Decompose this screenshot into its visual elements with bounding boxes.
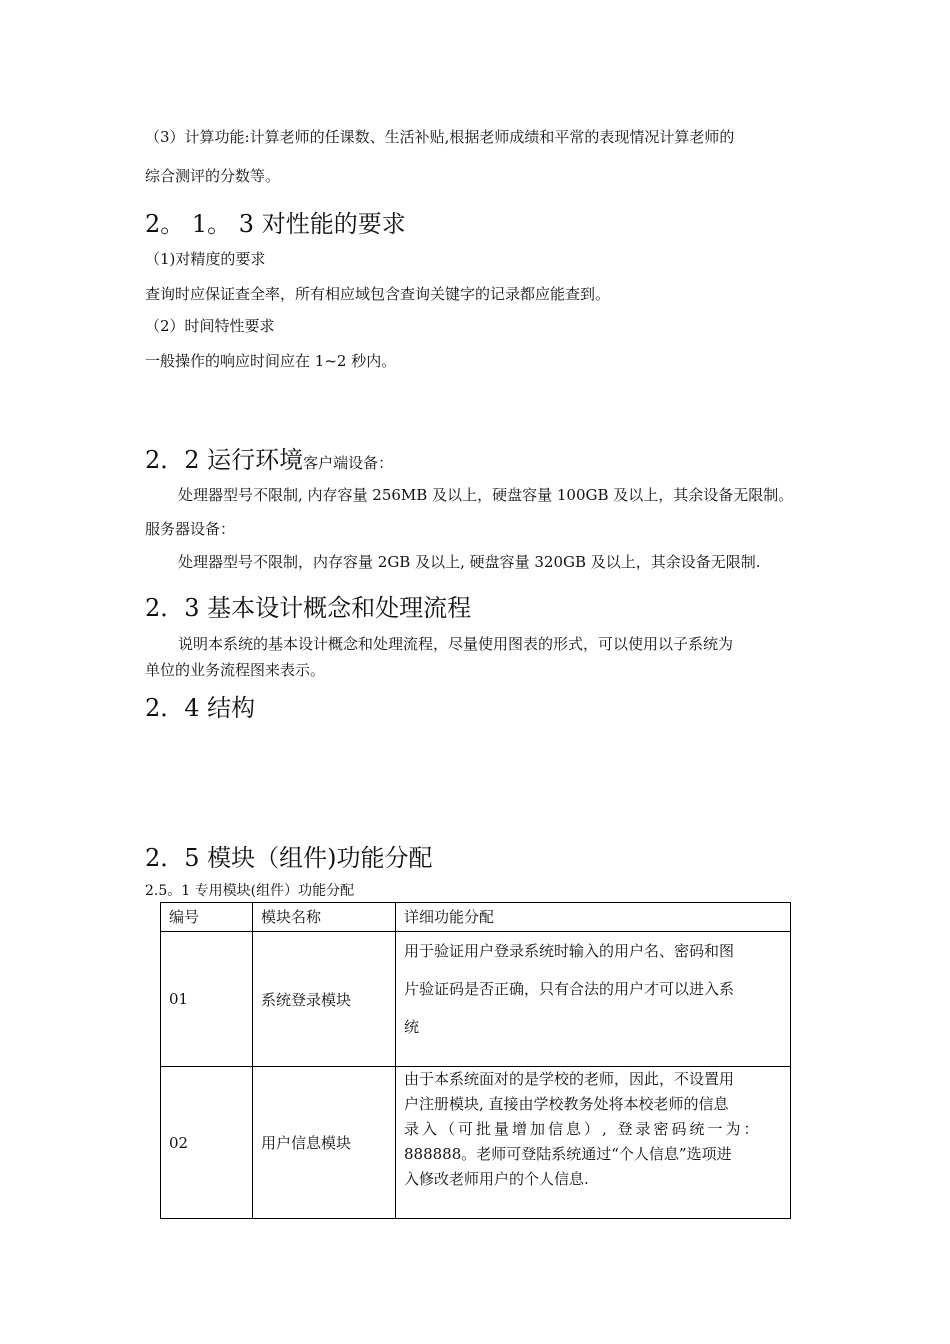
- table-desc-line: 由于本系统面对的是学校的老师，因此，不设置用: [404, 1070, 735, 1088]
- paragraph-precision-title: （1)对精度的要求: [145, 250, 266, 268]
- paragraph-server-spec: 处理器型号不限制，内存容量 2GB 及以上, 硬盘容量 320GB 及以上，其余设备无限制.: [178, 553, 761, 571]
- table-cell-desc: [396, 1067, 791, 1219]
- table-desc-line: 户注册模块, 直接由学校教务处将本校老师的信息: [404, 1095, 729, 1113]
- heading-performance: 2。 1。 3 对性能的要求: [145, 210, 406, 238]
- heading-environment: 2．2 运行环境: [145, 446, 304, 474]
- table-desc-line: 888888。老师可登陆系统通过“个人信息”选项进: [404, 1145, 732, 1163]
- paragraph-client-spec: 处理器型号不限制, 内存容量 256MB 及以上，硬盘容量 100GB 及以上，其余设备无限制。: [178, 486, 794, 504]
- paragraph-design-line1: 说明本系统的基本设计概念和处理流程，尽量使用图表的形式，可以使用以子系统为: [178, 635, 734, 653]
- paragraph-precision-body: 查询时应保证查全率，所有相应域包含查询关键字的记录都应能查到。: [145, 285, 611, 303]
- paragraph-time-title: （2）时间特性要求: [145, 317, 275, 335]
- table-cell-id: 01: [161, 932, 253, 1067]
- table-header-desc: 详细功能分配: [396, 903, 791, 932]
- module-table: [160, 902, 791, 1219]
- table-desc-line: 录入（可批量增加信息）, 登录密码统一为：: [404, 1120, 762, 1138]
- paragraph-calc-line1: （3）计算功能:计算老师的任课数、生活补贴,根据老师成绩和平常的表现情况计算老师的: [145, 128, 735, 146]
- table-header-id: 编号: [161, 903, 253, 932]
- table-cell-name: 用户信息模块: [253, 1067, 396, 1219]
- table-cell-id: 02: [161, 1067, 253, 1219]
- table-row: [161, 932, 791, 1067]
- heading-design: 2．3 基本设计概念和处理流程: [145, 594, 472, 622]
- heading-environment-line: [145, 440, 393, 475]
- table-cell-desc: [396, 932, 791, 1067]
- paragraph-design-line2: 单位的业务流程图来表示。: [145, 661, 326, 679]
- paragraph-module-sub: 2.5。1 专用模块(组件）功能分配: [145, 883, 355, 899]
- paragraph-calc-line2: 综合测评的分数等。: [145, 167, 281, 185]
- table-desc-line: 用于验证用户登录系统时输入的用户名、密码和图: [404, 942, 735, 960]
- heading-environment-client: 客户端设备：: [303, 454, 394, 472]
- table-desc-line: 片验证码是否正确，只有合法的用户才可以进入系: [404, 980, 735, 998]
- table-header-row: [161, 903, 791, 932]
- table-desc-line: 统: [404, 1018, 420, 1036]
- table-cell-name: 系统登录模块: [253, 932, 396, 1067]
- paragraph-server-title: 服务器设备：: [145, 520, 236, 538]
- table-row: [161, 1067, 791, 1219]
- table-desc-line: 入修改老师用户的个人信息.: [404, 1170, 589, 1188]
- heading-structure: 2．4 结构: [145, 694, 256, 722]
- table-header-name: 模块名称: [253, 903, 396, 932]
- heading-module: 2．5 模块（组件)功能分配: [145, 844, 433, 872]
- paragraph-time-body: 一般操作的响应时间应在 1~2 秒内。: [145, 352, 397, 370]
